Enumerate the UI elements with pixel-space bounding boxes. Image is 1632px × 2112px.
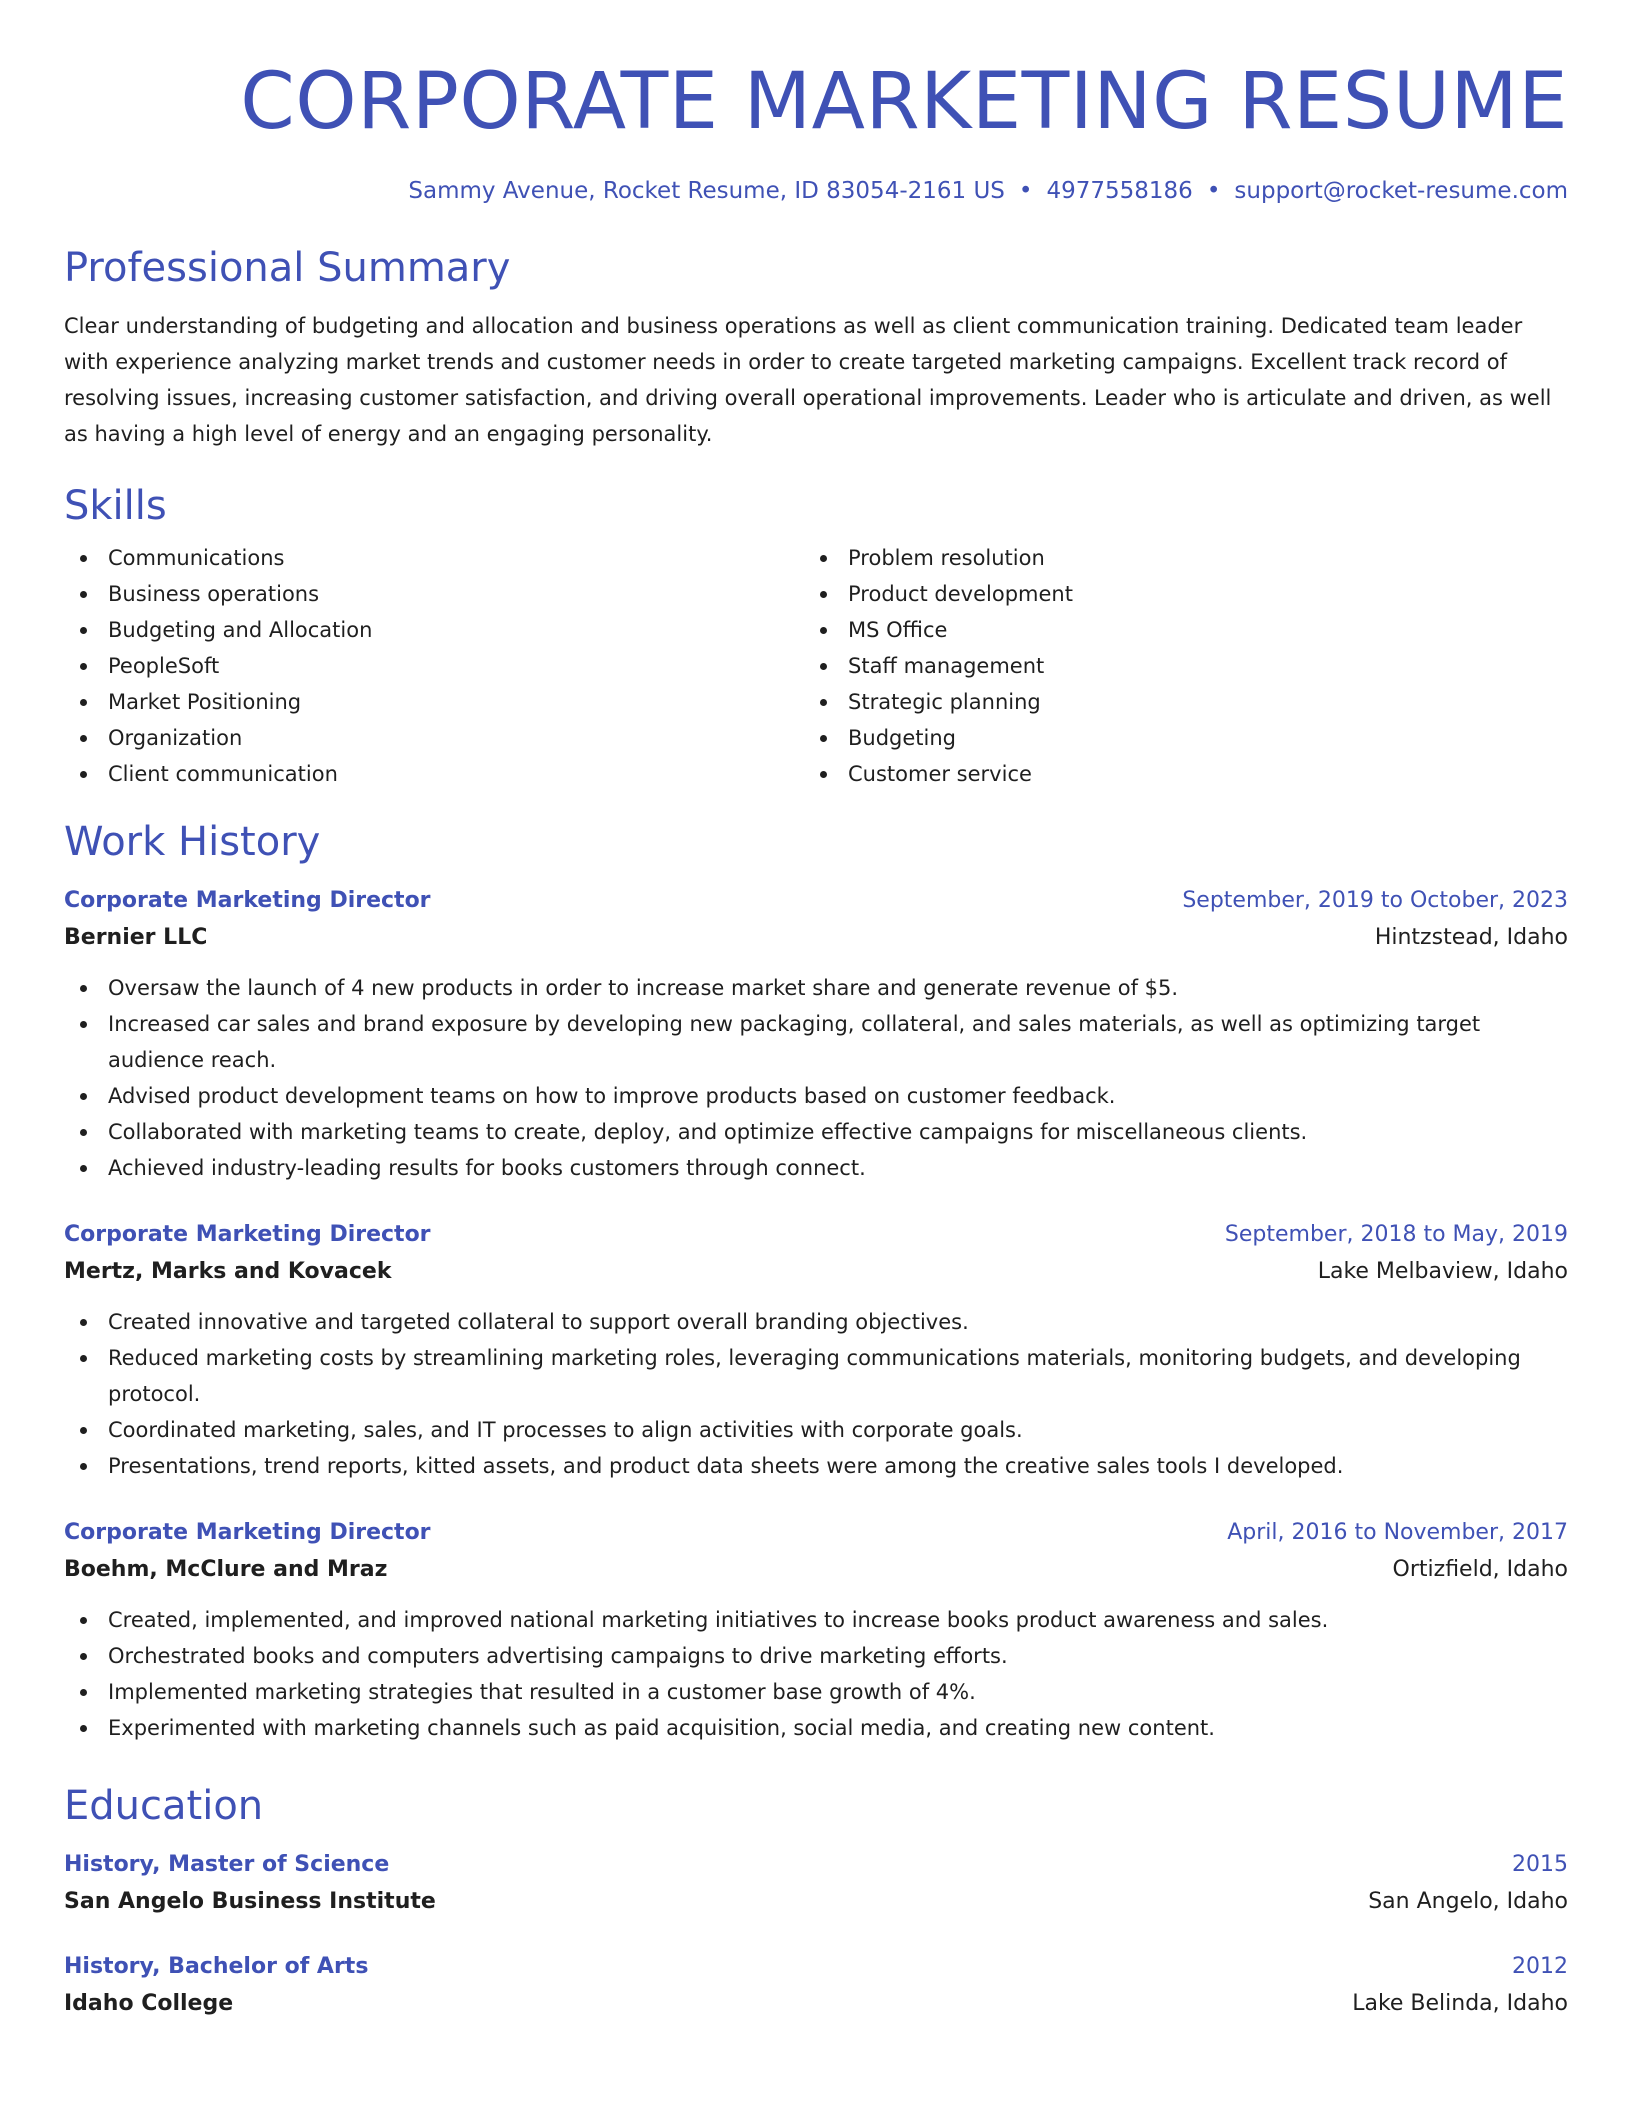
skill-item: Strategic planning: [804, 684, 1544, 720]
contact-email[interactable]: support@rocket-resume.com: [1234, 178, 1568, 204]
job-bullet: Experimented with marketing channels such as paid acquisition, social media, and creating new content.: [64, 1710, 1568, 1746]
skills-heading: Skills: [64, 483, 167, 529]
education-school: Idaho College: [64, 1991, 234, 2016]
contact-separator: •: [1018, 178, 1033, 204]
job-bullets: [64, 1602, 1568, 1746]
job-bullet: Created innovative and targeted collateral to support overall branding objectives.: [64, 1304, 1568, 1340]
job-company: Boehm, McClure and Mraz: [64, 1557, 388, 1582]
education-entry: [64, 1950, 1568, 2024]
skill-item: Customer service: [804, 756, 1544, 792]
job-bullet: Orchestrated books and computers advertising campaigns to drive marketing efforts.: [64, 1638, 1568, 1674]
job-bullet: Achieved industry-leading results for books customers through connect.: [64, 1150, 1568, 1186]
resume-header: [64, 56, 1568, 206]
skill-item: Budgeting and Allocation: [64, 612, 804, 648]
job-bullet: Advised product development teams on how to improve products based on customer feedback.: [64, 1078, 1568, 1114]
skill-item: Budgeting: [804, 720, 1544, 756]
contact-separator: •: [1206, 178, 1221, 204]
job-company: Mertz, Marks and Kovacek: [64, 1259, 392, 1284]
skill-item: Market Positioning: [64, 684, 804, 720]
education-degree: History, Bachelor of Arts: [64, 1954, 369, 1979]
job-role: Corporate Marketing Director: [64, 888, 431, 913]
education-entry: [64, 1848, 1568, 1922]
contact-line: [64, 176, 1568, 206]
job-entry: [64, 1516, 1568, 1746]
skill-item: Staff management: [804, 648, 1544, 684]
skill-item: Business operations: [64, 576, 804, 612]
job-location: Ortizfield, Idaho: [1392, 1557, 1568, 1582]
job-bullet: Reduced marketing costs by streamlining marketing roles, leveraging communications materials, monitoring budgets, and developing protocol.: [64, 1340, 1568, 1412]
job-location: Hintzstead, Idaho: [1374, 925, 1568, 950]
job-bullets: [64, 970, 1568, 1186]
skills-list: [64, 540, 1568, 792]
job-dates: April, 2016 to November, 2017: [1227, 1520, 1568, 1545]
skill-item: Problem resolution: [804, 540, 1544, 576]
job-location: Lake Melbaview, Idaho: [1317, 1259, 1568, 1284]
job-bullets: [64, 1304, 1568, 1484]
job-bullet: Coordinated marketing, sales, and IT processes to align activities with corporate goals.: [64, 1412, 1568, 1448]
job-bullet: Oversaw the launch of 4 new products in order to increase market share and generate revenue of $5.: [64, 970, 1568, 1006]
contact-address: Sammy Avenue, Rocket Resume, ID 83054-2161 US: [408, 178, 1005, 204]
education-year: 2012: [1512, 1954, 1568, 1979]
work-history-heading: Work History: [64, 819, 321, 865]
job-bullet: Increased car sales and brand exposure by developing new packaging, collateral, and sales materials, as well as optimizing target audience reach.: [64, 1006, 1568, 1078]
summary-text: Clear understanding of budgeting and allocation and business operations as well as client communication training. Dedicated team leader with experience analyzing market trends and customer needs in order to create targeted marketing campaigns. Excellent track record of resolving issues, increasing customer satisfaction, and driving overall operational improvements. Leader who is articulate and driven, as well as having a high level of energy and an engaging personality.: [64, 314, 1552, 446]
skill-item: Product development: [804, 576, 1544, 612]
job-company: Bernier LLC: [64, 925, 208, 950]
job-bullet: Collaborated with marketing teams to create, deploy, and optimize effective campaigns for miscellaneous clients.: [64, 1114, 1568, 1150]
skill-item: Client communication: [64, 756, 804, 792]
resume-title: CORPORATE MARKETING RESUME: [240, 57, 1568, 147]
education-heading: Education: [64, 1783, 264, 1829]
skills-column-left: [64, 540, 804, 792]
contact-phone: 4977558186: [1046, 178, 1193, 204]
job-dates: September, 2018 to May, 2019: [1224, 1222, 1568, 1247]
skill-item: Organization: [64, 720, 804, 756]
education-year: 2015: [1512, 1852, 1568, 1877]
education-location: San Angelo, Idaho: [1368, 1889, 1568, 1914]
job-entry: [64, 1218, 1568, 1484]
skill-item: Communications: [64, 540, 804, 576]
job-role: Corporate Marketing Director: [64, 1222, 431, 1247]
job-bullet: Implemented marketing strategies that resulted in a customer base growth of 4%.: [64, 1674, 1568, 1710]
summary-heading: Professional Summary: [64, 245, 511, 291]
job-role: Corporate Marketing Director: [64, 1520, 431, 1545]
job-dates: September, 2019 to October, 2023: [1182, 888, 1568, 913]
job-bullet: Presentations, trend reports, kitted assets, and product data sheets were among the creative sales tools I developed.: [64, 1448, 1568, 1484]
skills-column-right: [804, 540, 1544, 792]
education-degree: History, Master of Science: [64, 1852, 390, 1877]
skill-item: PeopleSoft: [64, 648, 804, 684]
job-entry: [64, 884, 1568, 1186]
education-school: San Angelo Business Institute: [64, 1889, 436, 1914]
job-bullet: Created, implemented, and improved national marketing initiatives to increase books product awareness and sales.: [64, 1602, 1568, 1638]
skill-item: MS Office: [804, 612, 1544, 648]
education-location: Lake Belinda, Idaho: [1352, 1991, 1568, 2016]
